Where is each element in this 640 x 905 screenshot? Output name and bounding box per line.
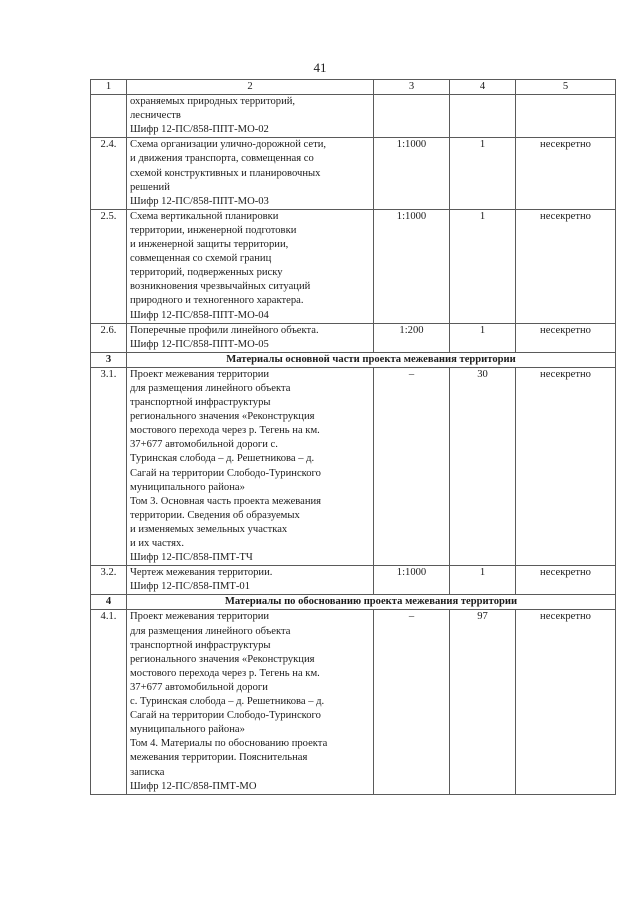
sheet-count: 1: [450, 323, 516, 352]
table-row: [91, 95, 616, 138]
row-number: [91, 95, 127, 138]
row-number: 2.6.: [91, 323, 127, 352]
document-name-line: Сагай на территории Слободо-Туринского: [130, 467, 321, 479]
document-name-line: Проект межевания территории: [130, 611, 270, 623]
column-number-4: 4: [450, 80, 516, 95]
document-name-line: Проект межевания территории: [130, 368, 270, 380]
document-name-line: схемой конструктивных и планировочных: [130, 167, 321, 179]
document-name-line: Шифр 12-ПС/858-ППТ-МО-03: [130, 195, 269, 207]
sheet-count: 1: [450, 566, 516, 595]
document-name-line: Шифр 12-ПС/858-ПМТ-ТЧ: [130, 552, 253, 564]
column-number-2: 2: [127, 80, 374, 95]
document-name-line: Том 4. Материалы по обоснованию проекта: [130, 738, 328, 750]
section-row: [91, 352, 616, 367]
document-name-line: территории, инженерной подготовки: [130, 224, 297, 236]
sheet-count: [450, 95, 516, 138]
page-number: 41: [313, 60, 327, 75]
sheet-count: 97: [450, 610, 516, 794]
document-name-line: совмещенная со схемой границ: [130, 253, 272, 265]
scale: 1:1000: [374, 138, 450, 209]
sheet-count: 1: [450, 138, 516, 209]
document-name-line: и их частях.: [130, 538, 184, 549]
document-name-line: транспортной инфраструктуры: [130, 397, 271, 409]
document-name-line: Туринская слобода – д. Решетникова – д.: [130, 453, 315, 465]
document-name-line: записка: [130, 766, 165, 778]
document-name-line: Сагай на территории Слободо-Туринского: [130, 710, 321, 722]
document-name: [127, 138, 374, 209]
document-name-line: с. Туринская слобода – д. Решетникова – д.: [130, 696, 325, 708]
document-name-line: мостового перехода через р. Тегень на км.: [130, 667, 320, 679]
section-title: Материалы основной части проекта межевания территории: [127, 352, 616, 367]
sheet-count: 30: [450, 367, 516, 565]
column-number-3: 3: [374, 80, 450, 95]
section-number: 3: [91, 352, 127, 367]
document-name-line: для размещения линейного объекта: [130, 382, 291, 394]
document-name-line: Схема вертикальной планировки: [130, 210, 279, 222]
document-name: [127, 209, 374, 323]
scale: –: [374, 367, 450, 565]
secrecy: несекретно: [516, 323, 616, 352]
table-row: [91, 138, 616, 209]
scale: 1:200: [374, 323, 450, 352]
document-name-line: мостового перехода через р. Тегень на км.: [130, 425, 320, 437]
document-name-line: и движения транспорта, совмещенная со: [130, 153, 314, 165]
document-name-line: и инженерной защиты территории,: [130, 239, 289, 251]
document-name-line: Чертеж межевания территории.: [130, 567, 273, 579]
section-title: Материалы по обоснованию проекта межевания территории: [127, 595, 616, 610]
row-number: 3.2.: [91, 566, 127, 595]
document-name-line: и изменяемых земельных участках: [130, 523, 288, 535]
table-row: [91, 610, 616, 794]
document-name-line: территорий, подверженных риску: [130, 267, 283, 279]
document-name-line: охраняемых природных территорий,: [130, 96, 296, 108]
table-row: [91, 367, 616, 565]
document-name-line: Шифр 12-ПС/858-ППТ-МО-02: [130, 124, 269, 136]
scale: 1:1000: [374, 566, 450, 595]
scale: –: [374, 610, 450, 794]
document-name-line: решений: [130, 181, 170, 193]
secrecy: несекретно: [516, 610, 616, 794]
documents-table: [90, 79, 616, 795]
document-name-line: возникновения чрезвычайных ситуаций: [130, 281, 311, 293]
document-name-line: лесничеств: [130, 110, 181, 122]
document-name-line: транспортной инфраструктуры: [130, 639, 271, 651]
table-header-row: [91, 80, 616, 95]
column-number-1: 1: [91, 80, 127, 95]
document-name-line: регионального значения «Реконструкция: [130, 411, 315, 423]
section-number: 4: [91, 595, 127, 610]
secrecy: [516, 95, 616, 138]
table-row: [91, 209, 616, 323]
sheet-count: 1: [450, 209, 516, 323]
section-row: [91, 595, 616, 610]
document-name-line: Шифр 12-ПС/858-ПМТ-01: [130, 581, 251, 593]
secrecy: несекретно: [516, 138, 616, 209]
document-name: [127, 610, 374, 794]
secrecy: несекретно: [516, 209, 616, 323]
document-name-line: природного и техногенного характера.: [130, 295, 304, 307]
document-name: [127, 323, 374, 352]
row-number: 2.5.: [91, 209, 127, 323]
document-name-line: муниципального района»: [130, 481, 245, 493]
scale: [374, 95, 450, 138]
document-name-line: Шифр 12-ПС/858-ППТ-МО-05: [130, 338, 269, 350]
document-name-line: Схема организации улично-дорожной сети,: [130, 139, 327, 151]
table-row: [91, 323, 616, 352]
table-row: [91, 566, 616, 595]
column-number-5: 5: [516, 80, 616, 95]
document-name-line: Шифр 12-ПС/858-ППТ-МО-04: [130, 309, 269, 321]
document-name-line: Поперечные профили линейного объекта.: [130, 324, 319, 336]
document-name-line: муниципального района»: [130, 724, 245, 736]
secrecy: несекретно: [516, 367, 616, 565]
secrecy: несекретно: [516, 566, 616, 595]
document-name-line: территории. Сведения об образуемых: [130, 509, 300, 521]
document-name-line: Шифр 12-ПС/858-ПМТ-МО: [130, 780, 257, 792]
document-name-line: Том 3. Основная часть проекта межевания: [130, 495, 322, 507]
document-name: [127, 367, 374, 565]
row-number: 2.4.: [91, 138, 127, 209]
scale: 1:1000: [374, 209, 450, 323]
document-name-line: 37+677 автомобильной дороги с.: [130, 439, 278, 451]
document-name-line: 37+677 автомобильной дороги: [130, 681, 268, 693]
document-name-line: регионального значения «Реконструкция: [130, 653, 315, 665]
document-name: [127, 566, 374, 595]
document-name-line: для размещения линейного объекта: [130, 625, 291, 637]
document-name-line: межевания территории. Пояснительная: [130, 752, 308, 764]
row-number: 3.1.: [91, 367, 127, 565]
document-name: [127, 95, 374, 138]
row-number: 4.1.: [91, 610, 127, 794]
